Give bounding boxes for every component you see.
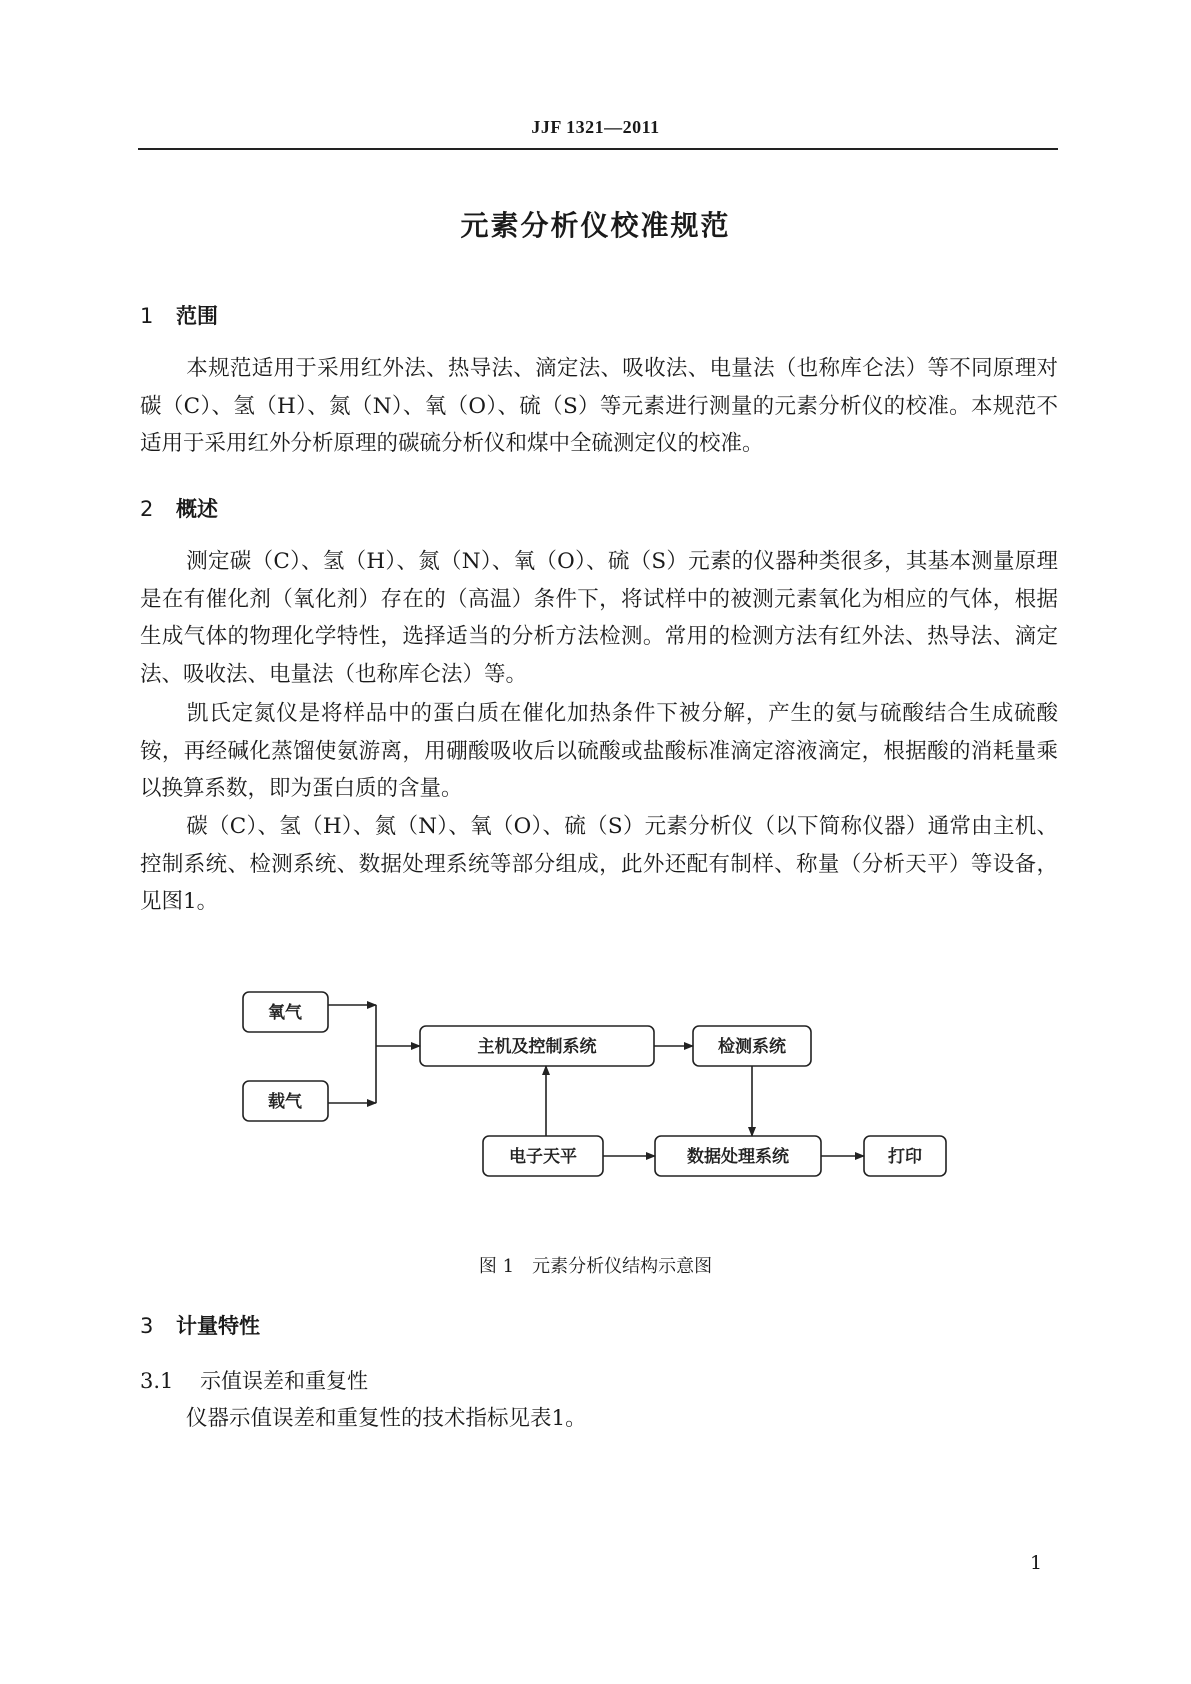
data-processing-label: 数据处理系统: [687, 1147, 789, 1167]
paragraph-overview-1: 测定碳（C）、氢（H）、氮（N）、氧（O）、硫（S）元素的仪器种类很多，其基本测量原理是在有催化剂（氧化剂）存在的（高温）条件下，将试样中的被测元素氧化为相应的气体，根据生成气体的物理化学特性，选择适当的分析方法检测。常用的检测方法有红外法、热导法、滴定法、吸收法、电量法（也称库仑法）等。: [140, 549, 1058, 687]
carrier-gas-label: 载气: [268, 1092, 302, 1112]
section-number: 2: [140, 497, 154, 521]
figure-caption: 图 1 元素分析仪结构示意图: [478, 1256, 713, 1277]
paragraph-scope: 本规范适用于采用红外法、热导法、滴定法、吸收法、电量法（也称库仑法）等不同原理对碳（C）、氢（H）、氮（N）、氧（O）、硫（S）等元素进行测量的元素分析仪的校准。本规范不适用于采用红外分析原理的碳硫分析仪和煤中全硫测定仪的校准。: [140, 356, 1058, 456]
balance-label: 电子天平: [509, 1147, 577, 1167]
section-number: 3: [140, 1314, 154, 1338]
subsection-title: 示值误差和重复性: [200, 1369, 368, 1393]
page-number: 1: [1030, 1552, 1043, 1574]
host-control-label: 主机及控制系统: [477, 1037, 597, 1057]
print-label: 打印: [888, 1147, 922, 1167]
section-title: 范围: [176, 304, 218, 328]
detection-label: 检测系统: [718, 1037, 786, 1057]
section-title: 计量特性: [176, 1314, 260, 1338]
subsection-number: 3.1: [140, 1369, 174, 1393]
section-3-heading: [140, 1310, 260, 1340]
document-code: JJF 1321—2011: [531, 117, 660, 137]
oxygen-label: 氧气: [268, 1003, 302, 1023]
section-title: 概述: [176, 497, 218, 521]
document-title: 元素分析仪校准规范: [460, 209, 731, 242]
paragraph-overview-3: 碳（C）、氢（H）、氮（N）、氧（O）、硫（S）元素分析仪（以下简称仪器）通常由主机、控制系统、检测系统、数据处理系统等部分组成，此外还配有制样、称量（分析天平）等设备，见图1。: [140, 814, 1058, 914]
paragraph-3-1: 仪器示值误差和重复性的技术指标见表1。: [186, 1406, 587, 1431]
paragraph-overview-2: 凯氏定氮仪是将样品中的蛋白质在催化加热条件下被分解，产生的氨与硫酸结合生成硫酸铵，再经碱化蒸馏使氨游离，用硼酸吸收后以硫酸或盐酸标准滴定溶液滴定，根据酸的消耗量乘以换算系数，即为蛋白质的含量。: [140, 701, 1058, 801]
section-number: 1: [140, 304, 154, 328]
subsection-3-1-heading: [140, 1365, 368, 1395]
